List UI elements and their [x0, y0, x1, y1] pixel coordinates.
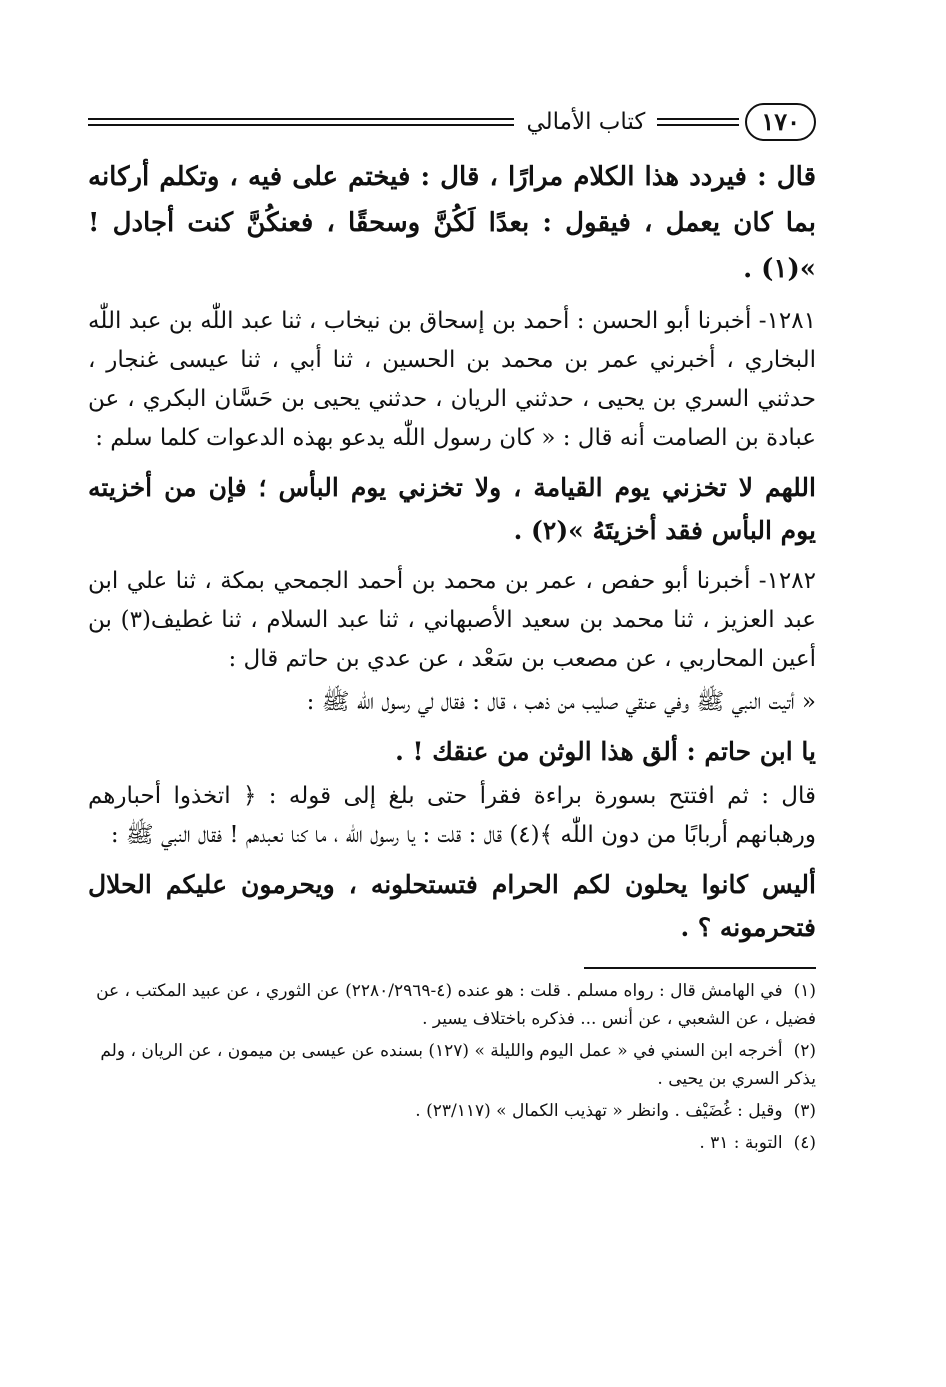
- hadith-1282-saying-1: يا ابن حاتم : ألق هذا الوثن من عنقك ! .: [395, 737, 816, 766]
- footnote-divider: [584, 967, 816, 969]
- footnote-2: [88, 1037, 816, 1093]
- footnote-number: (٤): [793, 1133, 816, 1153]
- header-rule-left: [88, 118, 514, 126]
- hadith-1282-isnad: ١٢٨٢- أخبرنا أبو حفص ، عمر بن محمد بن أحمد الجمحي بمكة ، ثنا علي ابن عبد العزيز ، ثنا محمد بن سعيد الأصبهاني ، ثنا عبد السلام ، ثنا غطيف(٣) بن أعين المحاربي ، عن مصعب بن سَعْد ، عن عدي بن حاتم قال :: [88, 568, 817, 672]
- footnote-text: التوبة : ٣١ .: [699, 1133, 783, 1153]
- footnote-text: وقيل : غُضَيْف . وانظر « تهذيب الكمال » (٢٣/١١٧) .: [415, 1101, 783, 1121]
- book-page: [88, 100, 816, 1161]
- page-header: [88, 100, 816, 144]
- main-text: [88, 154, 816, 949]
- header-rule-short: [657, 118, 739, 126]
- hadith-1281-matn: اللهم لا تخزني يوم القيامة ، ولا تخزني يوم البأس ؛ فإن من أخزيته يوم البأس فقد أخزيتَهُ »(٢) .: [88, 473, 816, 545]
- hadith-1281-isnad: ١٢٨١- أخبرنا أبو الحسن : أحمد بن إسحاق بن نيخاب ، ثنا عبد اللّٰه بن عبد اللّٰه البخاري ، أخبرني عمر بن محمد بن الحسين ، ثنا أبي ، ثنا عيسى غنجار ، حدثني السري بن يحيى ، حدثني الريان ، حدثني يحيى بن حَسَّان البكري ، عن عبادة بن الصامت أنه قال : « كان رسول اللّٰه يدعو بهذه الدعوات كلما سلم :: [88, 308, 816, 451]
- footnote-3: [88, 1097, 816, 1125]
- text-block-1: قال : فيردد هذا الكلام مرارًا ، قال : فيختم على فيه ، وتكلم أركانه بما كان يعمل ، فيقول : بعدًا لَكُنَّ وسحقًا ، فعنكُنَّ كنت أجادل ! »(١) .: [88, 162, 816, 284]
- footnote-number: (٣): [793, 1101, 816, 1121]
- hadith-1282-narration-2: قال : ثم افتتح بسورة براءة فقرأ حتى بلغ إلى قوله : ﴿ اتخذوا أحبارهم ورهبانهم أربابًا من دون اللّٰه ﴾(٤) قال : قلت : يا رسول اللّٰه ، ما كنا نعبدهم ! فقال النبي ﷺ :: [88, 783, 816, 848]
- footnote-text: أخرجه ابن السني في « عمل اليوم والليلة » (١٢٧) بسنده عن عيسى بن ميمون ، عن الريان ، ولم يذكر السري بن يحيى .: [100, 1041, 816, 1089]
- hadith-1282-saying-2: أليس كانوا يحلون لكم الحرام فتستحلونه ، ويحرمون عليكم الحلال فتحرمونه ؟ .: [88, 870, 816, 942]
- book-title: كتاب الأمالي: [526, 109, 646, 135]
- footnote-text: في الهامش قال : رواه مسلم . قلت : هو عنده (٤-٢٢٨٠/٢٩٦٩) عن الثوري ، عن عبيد المكتب ، عن فضيل ، عن الشعبي ، عن أنس ... فذكره باختلاف يسير .: [96, 981, 816, 1029]
- footnote-number: (١): [793, 981, 816, 1001]
- footnote-number: (٢): [793, 1041, 816, 1061]
- page-number: ١٧٠: [745, 103, 816, 141]
- footnote-4: [88, 1129, 816, 1157]
- hadith-1282-narration: « أتيت النبي ﷺ وفي عنقي صليب من ذهب ، قال : فقال لي رسول اللّٰه ﷺ :: [306, 689, 816, 715]
- footnote-1: [88, 977, 816, 1033]
- footnotes: [88, 977, 816, 1157]
